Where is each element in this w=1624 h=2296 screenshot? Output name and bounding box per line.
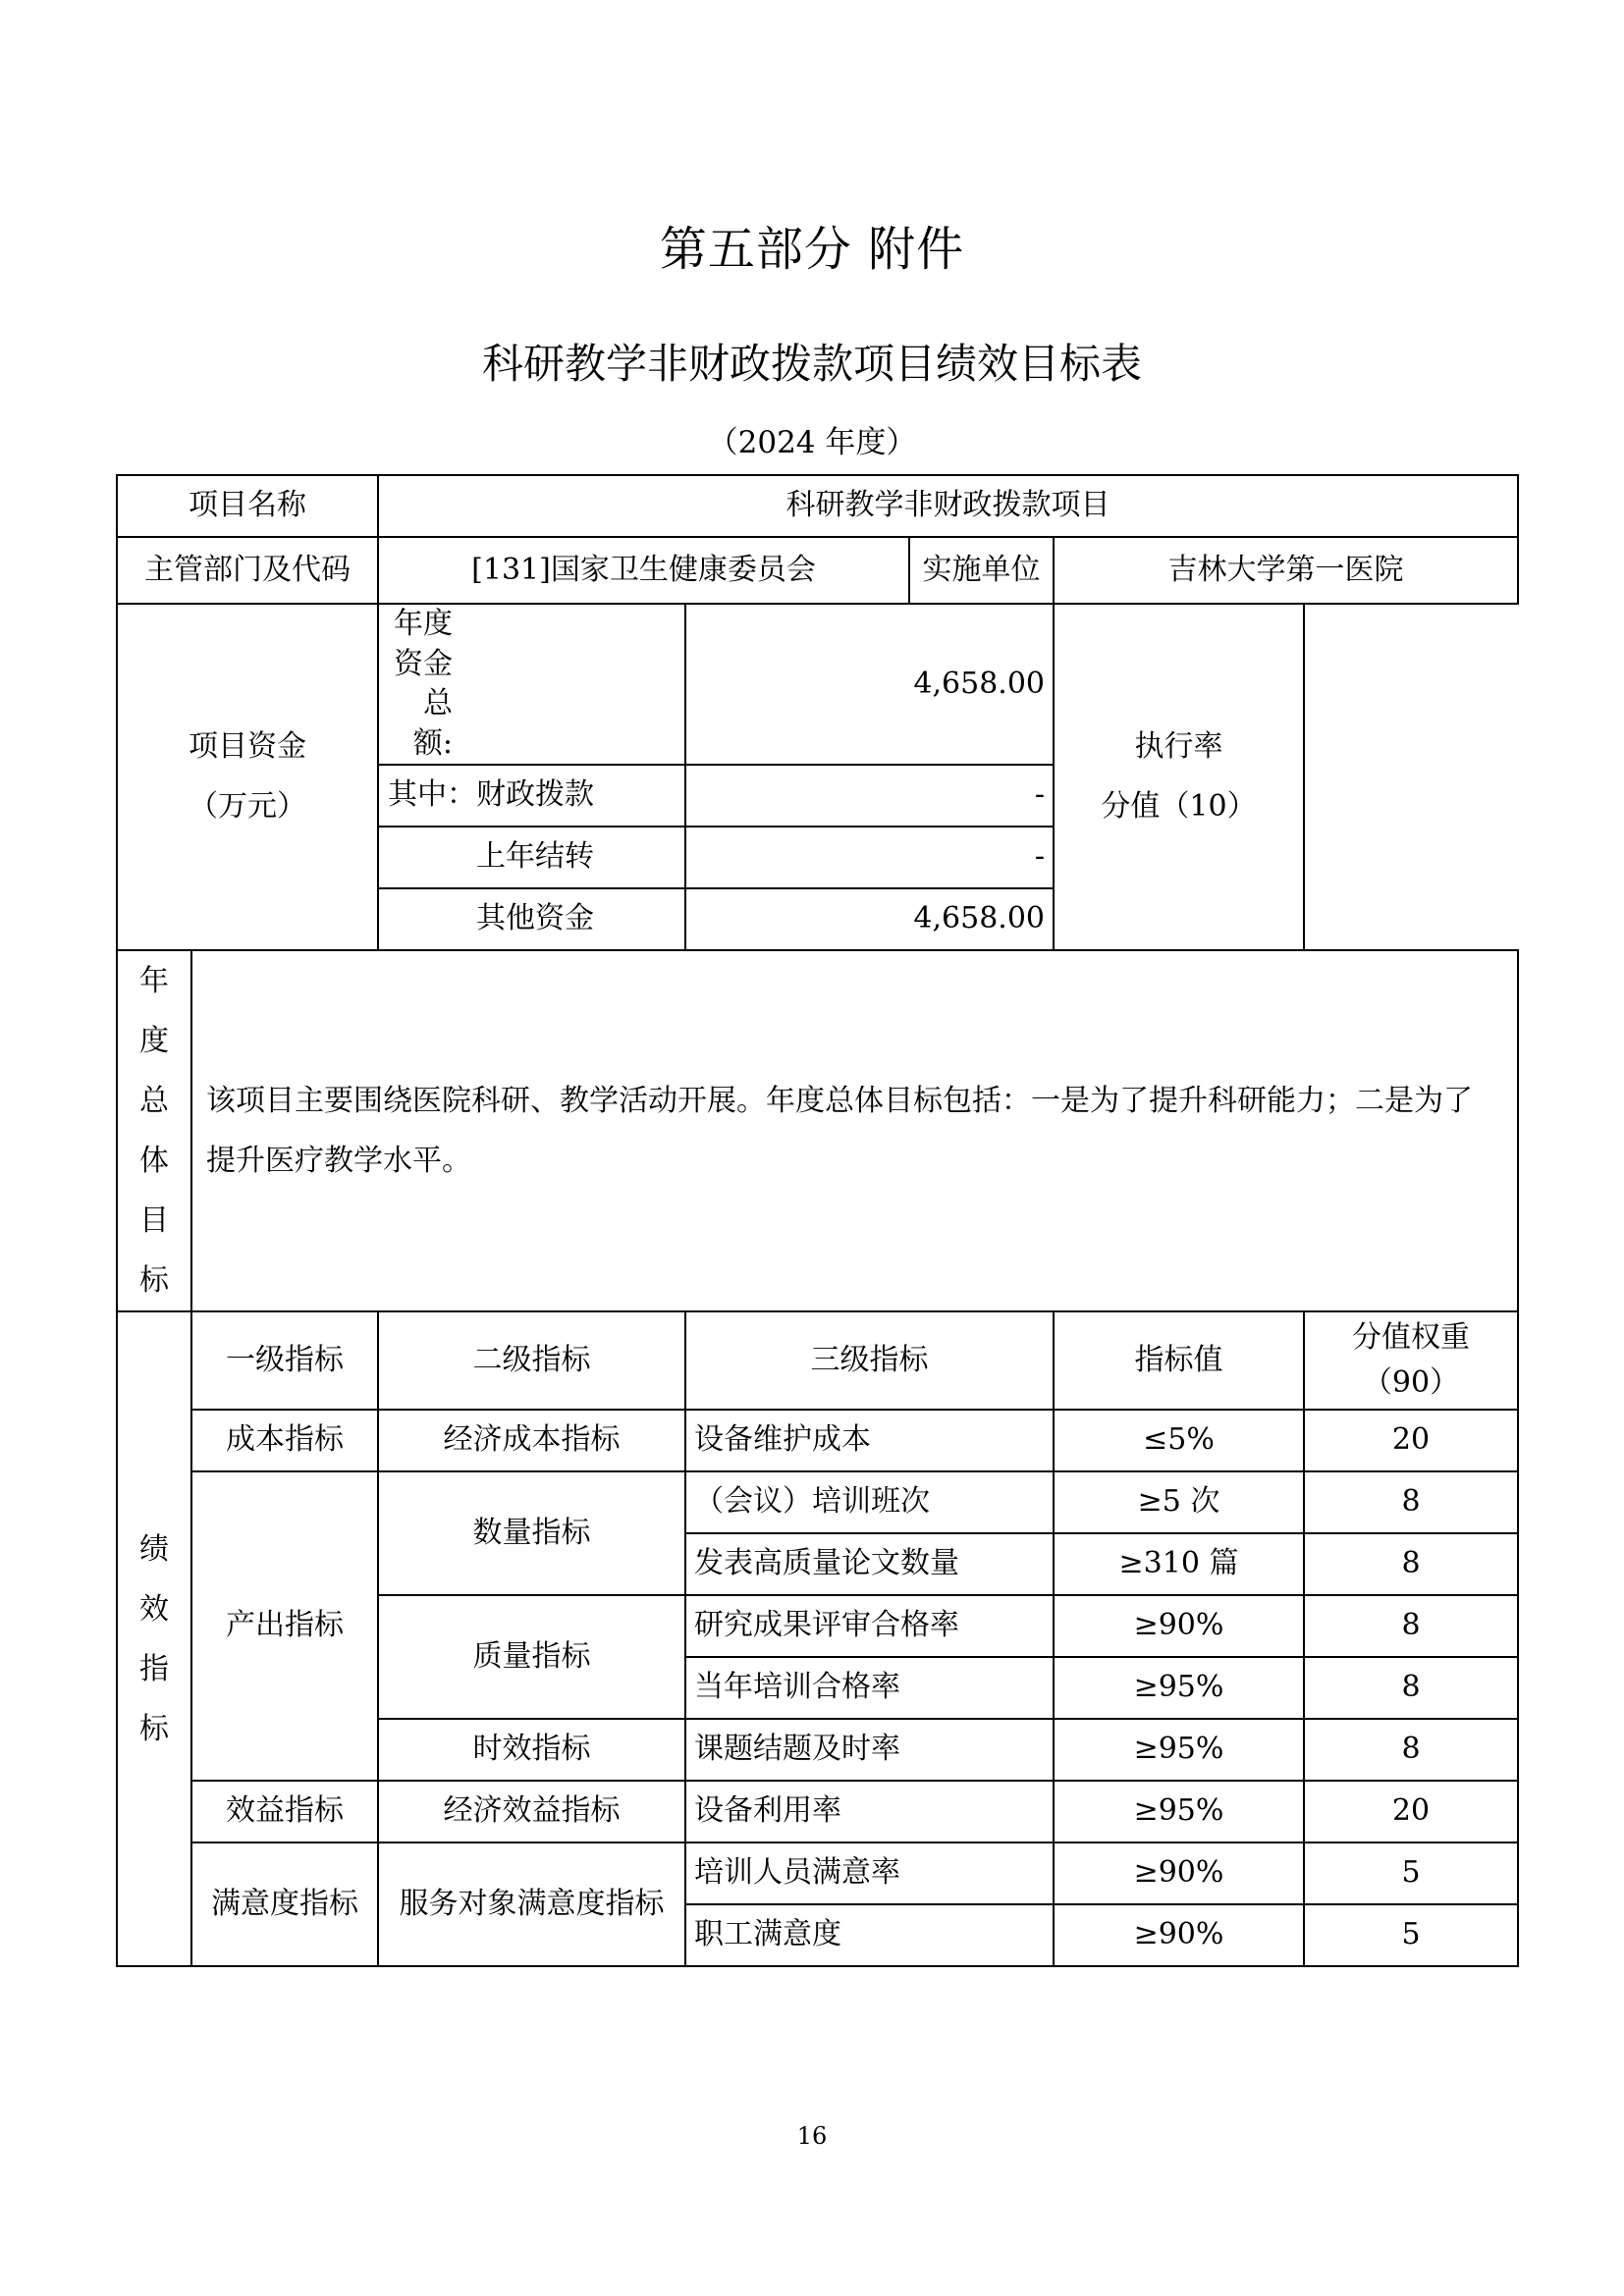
goal-label-char: 年 (139, 964, 169, 998)
table-row (117, 1471, 1518, 1533)
indicators-label-char: 绩 (139, 1531, 169, 1567)
indicator-value: ≥90% (1054, 1904, 1304, 1966)
funds-other-label: 其他资金 (378, 888, 685, 950)
header-weight (1304, 1311, 1518, 1410)
indicator-weight: 20 (1304, 1410, 1518, 1471)
level2-output-quality: 质量指标 (378, 1595, 685, 1719)
goal-label (117, 950, 191, 1311)
funds-carryover-value: - (685, 827, 1054, 888)
level2-satisfaction-service: 服务对象满意度指标 (378, 1842, 685, 1966)
funds-total-label: 年度资金总额: (378, 604, 685, 765)
page-number: 16 (796, 2122, 828, 2150)
table-row (117, 1842, 1518, 1904)
indicator-weight: 8 (1304, 1657, 1518, 1719)
level3-name: 设备维护成本 (685, 1410, 1054, 1471)
level3-name: 研究成果评审合格率 (685, 1595, 1054, 1657)
goal-label-char: 目 (139, 1203, 169, 1238)
level1-satisfaction: 满意度指标 (191, 1842, 378, 1966)
performance-table (116, 474, 1519, 1967)
table-row (117, 1781, 1518, 1842)
indicator-value: ≥90% (1054, 1842, 1304, 1904)
goal-row (117, 950, 1518, 1311)
funds-total-row (117, 604, 1518, 765)
funds-label-line1: 项目资金 (189, 729, 306, 764)
indicator-header-row (117, 1311, 1518, 1410)
goal-text-line1: 该项目主要围绕医院科研、教学活动开展。年度总体目标包括：一是为了提升科研能力；二是为了 (206, 1084, 1473, 1118)
level3-name: 发表高质量论文数量 (685, 1533, 1054, 1595)
goal-label-char: 总 (139, 1084, 169, 1118)
indicators-label-char: 效 (139, 1591, 169, 1627)
indicators-label (117, 1311, 191, 1966)
exec-rate-score (1054, 604, 1304, 950)
level3-name: 职工满意度 (685, 1904, 1054, 1966)
level2-benefit-econ: 经济效益指标 (378, 1781, 685, 1842)
level1-cost: 成本指标 (191, 1410, 378, 1471)
header-level1: 一级指标 (191, 1311, 378, 1410)
table-row (117, 1410, 1518, 1471)
indicator-value: ≥5 次 (1054, 1471, 1304, 1533)
indicator-weight: 5 (1304, 1904, 1518, 1966)
department-label: 主管部门及代码 (117, 537, 378, 604)
page-title: 第五部分 附件 (659, 222, 965, 277)
level2-output-time: 时效指标 (378, 1719, 685, 1781)
indicator-value: ≤5% (1054, 1410, 1304, 1471)
department-row (117, 537, 1518, 604)
header-level3: 三级指标 (685, 1311, 1054, 1410)
indicator-weight: 8 (1304, 1595, 1518, 1657)
department-value: [131]国家卫生健康委员会 (378, 537, 909, 604)
funds-other-value: 4,658.00 (685, 888, 1054, 950)
year-label: （2024 年度） (707, 425, 917, 460)
goal-text-line2: 提升医疗教学水平。 (206, 1144, 471, 1178)
indicator-weight: 8 (1304, 1533, 1518, 1595)
indicators-label-char: 标 (139, 1711, 169, 1746)
indicator-weight: 5 (1304, 1842, 1518, 1904)
level3-name: 当年培训合格率 (685, 1657, 1054, 1719)
exec-rate-line2: 分值（10） (1101, 788, 1257, 824)
project-name-label: 项目名称 (117, 475, 378, 537)
goal-label-char: 体 (139, 1144, 169, 1178)
header-weight-line1: 分值权重 (1352, 1319, 1471, 1355)
exec-rate-line1: 执行率 (1134, 729, 1223, 764)
funds-total-value: 4,658.00 (685, 604, 1054, 765)
level1-benefit: 效益指标 (191, 1781, 378, 1842)
goal-text (191, 950, 1518, 1311)
level3-name: （会议）培训班次 (685, 1471, 1054, 1533)
header-value: 指标值 (1054, 1311, 1304, 1410)
funds-label (117, 604, 378, 950)
level3-name: 培训人员满意率 (685, 1842, 1054, 1904)
indicators-label-char: 指 (139, 1651, 169, 1686)
indicator-value: ≥95% (1054, 1781, 1304, 1842)
indicator-value: ≥95% (1054, 1719, 1304, 1781)
funds-carryover-label: 上年结转 (378, 827, 685, 888)
level1-output: 产出指标 (191, 1471, 378, 1781)
project-name-row (117, 475, 1518, 537)
table-title: 科研教学非财政拨款项目绩效目标表 (481, 340, 1142, 388)
project-name-value: 科研教学非财政拨款项目 (378, 475, 1518, 537)
level3-name: 设备利用率 (685, 1781, 1054, 1842)
level2-cost-econ: 经济成本指标 (378, 1410, 685, 1471)
level2-output-qty: 数量指标 (378, 1471, 685, 1595)
goal-label-char: 标 (139, 1263, 169, 1298)
unit-label: 实施单位 (909, 537, 1054, 604)
funds-label-line2: （万元） (189, 788, 306, 824)
indicator-value: ≥310 篇 (1054, 1533, 1304, 1595)
indicator-value: ≥90% (1054, 1595, 1304, 1657)
funds-fiscal-label: 其中：财政拨款 (378, 765, 685, 827)
header-weight-line2: （90） (1362, 1365, 1460, 1400)
unit-value: 吉林大学第一医院 (1054, 537, 1518, 604)
indicator-weight: 8 (1304, 1471, 1518, 1533)
indicator-weight: 20 (1304, 1781, 1518, 1842)
indicator-weight: 8 (1304, 1719, 1518, 1781)
indicator-value: ≥95% (1054, 1657, 1304, 1719)
level3-name: 课题结题及时率 (685, 1719, 1054, 1781)
goal-label-char: 度 (139, 1024, 169, 1058)
header-level2: 二级指标 (378, 1311, 685, 1410)
funds-fiscal-value: - (685, 765, 1054, 827)
